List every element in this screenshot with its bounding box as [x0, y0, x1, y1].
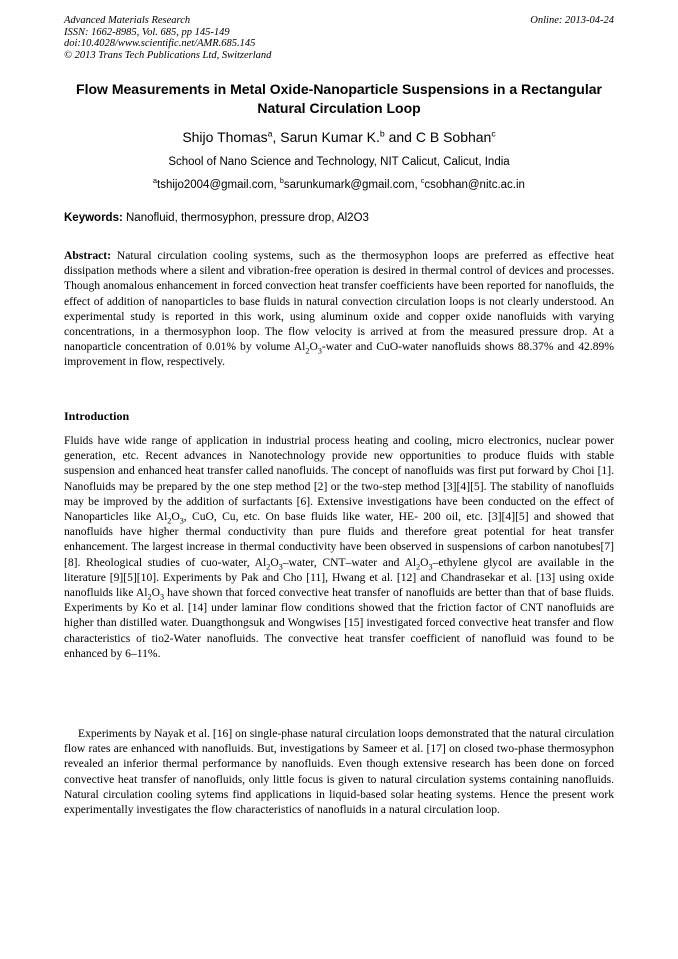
email-marker: c — [420, 177, 425, 186]
subscript: 3 — [278, 561, 283, 571]
subscript: 2 — [305, 346, 310, 356]
subscript: 2 — [147, 592, 152, 602]
author-separator: and — [384, 129, 416, 145]
subscript: 2 — [266, 561, 271, 571]
journal-name: Advanced Materials Research — [64, 15, 191, 26]
paragraph-text: Fluids have wide range of application in industrial process heating and cooling, micro electronics, nuclear power generation, etc. Recent advances in Nanotechnology provide new opportunities to produce fluids with stable suspension and enhanced heat transfer called nanofluids. The concept of nanofluids was first put forward by Choi [1]. Nanofluids may be prepared by the one step method [2] or the two-step method [3][4][5]. The stability of nanofluids may be improved by the addition of surfactants [6]. Extensive investigations have been conducted on the effect of Nanoparticles like Al — [64, 434, 614, 524]
subscript: 3 — [179, 516, 184, 526]
email-marker: a — [153, 177, 158, 186]
journal-copyright: © 2013 Trans Tech Publications Ltd, Switzerland — [64, 49, 272, 61]
paragraph-text: –water, CNT–water and Al — [282, 555, 417, 569]
author-marker: b — [379, 128, 385, 139]
introduction-paragraph-1 — [64, 433, 614, 661]
subscript: 2 — [167, 516, 172, 526]
email-list — [64, 179, 614, 191]
subscript: 3 — [159, 592, 165, 602]
introduction-paragraph-2: Experiments by Nayak et al. [16] on single-phase natural circulation loops demonstrated that the natural circulation flow rates are enhanced with nanofluids. But, investigations by Sameer et al. [17] on closed two-phase thermosyphon revealed an inferior thermal performance by nanofluids. Even though extensive research has been done on forced convective heat transfer of nanofluids, only little focus is given to natural circulation systems containing nanofluids. Natural circulation cooling sytems find applications in liquid-based solar heating systems. Hence the present work experimentally investigates the flow characteristics of nanofluids in a natural circulation loop. — [64, 727, 614, 817]
abstract-text: Natural circulation cooling systems, such as the thermosyphon loops are preferred as effective heat dissipation methods where a silent and vibration-free operation is desired in thermal control of devices and processes. Though anomalous enhancement in forced convection heat transfer coefficients have been reported for nanofluids, the effect of addition of nanoparticles to base fluids in natural convection circulation loops is not clearly understood. An experimental study is reported in this work, using aluminum oxide and copper oxide nanofluids with varying concentrations, in a thermosyphon loop. The flow velocity is arrived at from the measured pressure drop. At a nanoparticle concentration of 0.01% by volume Al — [64, 249, 614, 354]
author-name: C B Sobhan — [415, 129, 492, 145]
abstract-text: O — [309, 340, 318, 354]
subscript: 3 — [317, 346, 322, 356]
paper-title: Flow Measurements in Metal Oxide-Nanoparticle Suspensions in a Rectangular Natural Circulation Loop — [76, 81, 602, 116]
paragraph-text: –ethylene glycol are available in the literature [9][5][10]. Experiments by Pak and Cho [11], Hwang et al. [12] and Chandrasekar et al. [13] using oxide nanofluids like Al — [64, 555, 614, 600]
abstract-text: -water and CuO-water nanofluids shows 88.37% and 42.89% improvement in flow, respectively. — [64, 340, 614, 369]
email-marker: b — [279, 177, 284, 186]
paragraph-text: O — [171, 510, 180, 524]
paragraph-text: , CuO, Cu, etc. On base fluids like water, HE- 200 oil, etc. [3][4][5] and showed that nanofluids have higher thermal conductivity than pure fluids and therefore great potential for heat transfer enhancement. The largest increase in thermal conductivity have been observed in suspensions of carbon nanotubes[7][8]. Rheological studies of cuo-water, Al — [64, 510, 614, 569]
email-separator: , — [414, 179, 421, 191]
journal-header — [64, 15, 271, 61]
paragraph-text: O — [270, 555, 279, 569]
paragraph-text: O — [151, 586, 160, 600]
author-marker: a — [267, 128, 273, 139]
journal-doi[interactable]: doi:10.4028/www.scientific.net/AMR.685.145 — [64, 38, 256, 49]
author-marker: c — [491, 128, 496, 139]
abstract-label: Abstract: — [64, 249, 112, 262]
paragraph-text: O — [420, 555, 429, 569]
section-heading-introduction: Introduction — [64, 409, 130, 423]
affiliation: School of Nano Science and Technology, NIT Calicut, Calicut, India — [168, 156, 510, 168]
email-link[interactable]: csobhan@nitc.ac.in — [424, 179, 525, 191]
subscript: 2 — [416, 561, 421, 571]
subscript: 3 — [428, 561, 433, 571]
paragraph-text: have shown that forced convective heat transfer of nanofluids are better than that of base fluids. Experiments by Ko et al. [14] under laminar flow conditions showed that the friction factor of CNT nanofluids are higher than distilled water. Duangthongsuk and Wongwises [15] investigated forced convective heat transfer and flow characteristics of tio2-Water nanofluids. The convective heat transfer coefficient of nanofluid was found to be enhanced by 6–11%. — [64, 586, 614, 660]
keywords-text: Nanofluid, thermosyphon, pressure drop, Al2O3 — [122, 212, 369, 224]
keywords — [64, 212, 614, 224]
author-separator: , — [272, 129, 281, 145]
email-separator: , — [273, 179, 280, 191]
author-name: Sarun Kumar K. — [280, 129, 380, 145]
author-list — [64, 129, 614, 145]
email-link[interactable]: sarunkumark@gmail.com — [283, 179, 415, 191]
author-name: Shijo Thomas — [182, 129, 268, 145]
email-link[interactable]: tshijo2004@gmail.com — [157, 179, 274, 191]
journal-issn: ISSN: 1662-8985, Vol. 685, pp 145-149 — [64, 26, 230, 38]
abstract — [64, 248, 614, 370]
online-date: Online: 2013-04-24 — [530, 15, 614, 26]
keywords-label: Keywords: — [64, 212, 123, 224]
